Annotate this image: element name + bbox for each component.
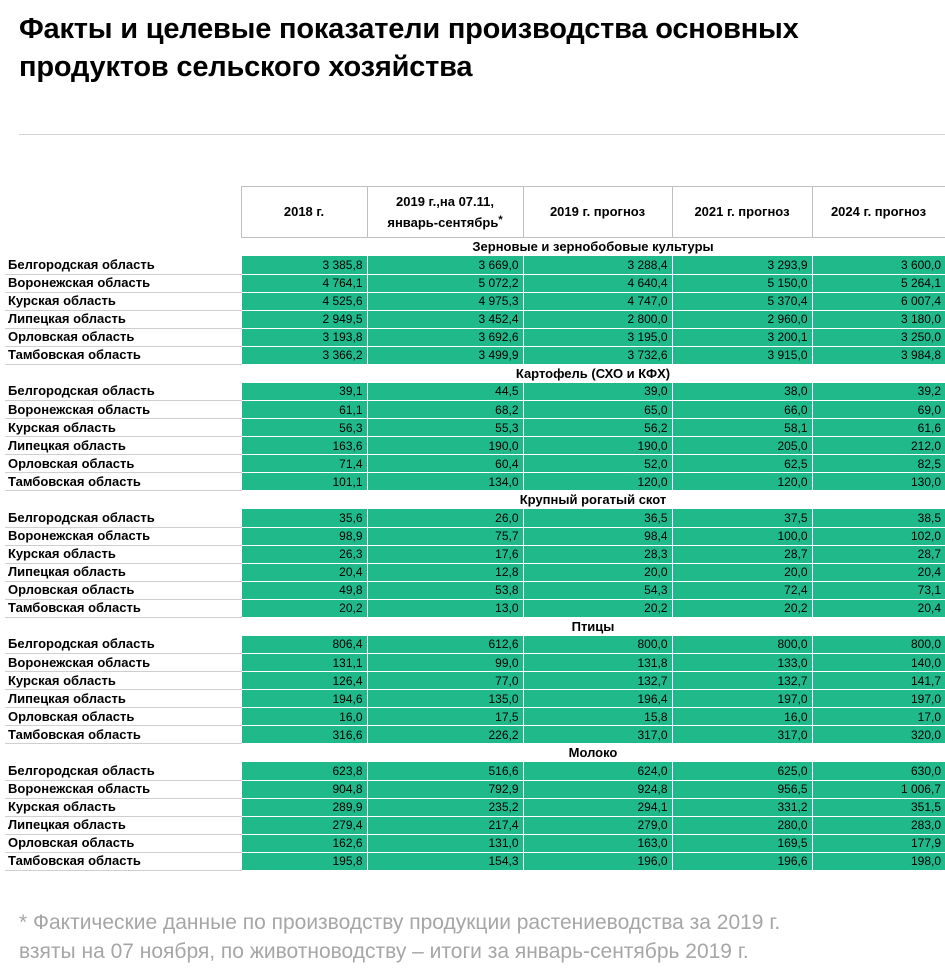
value-cell-2021-forecast: 20,0 (672, 563, 812, 581)
value-cell-2024-forecast: 28,7 (812, 545, 945, 563)
region-name: Воронежская область (5, 527, 241, 545)
section-header-blank-cell (5, 238, 241, 257)
value-cell-2019-forecast: 3 288,4 (523, 256, 672, 274)
table-row (5, 545, 945, 563)
value-cell-2019-actual: 135,0 (367, 690, 523, 708)
table-row (5, 599, 945, 617)
value-cell-2021-forecast: 5 150,0 (672, 274, 812, 292)
value-cell-2019-forecast: 20,0 (523, 563, 672, 581)
value-cell-2024-forecast: 3 250,0 (812, 328, 945, 346)
table-row (5, 292, 945, 310)
value-cell-2018: 49,8 (241, 581, 367, 599)
value-cell-2021-forecast: 100,0 (672, 527, 812, 545)
value-cell-2019-forecast: 52,0 (523, 455, 672, 473)
region-name: Тамбовская область (5, 852, 241, 870)
value-cell-2019-actual: 68,2 (367, 401, 523, 419)
table-row (5, 708, 945, 726)
table-row (5, 581, 945, 599)
region-name: Тамбовская область (5, 473, 241, 491)
value-cell-2019-forecast: 120,0 (523, 473, 672, 491)
region-name: Орловская область (5, 834, 241, 852)
value-cell-2021-forecast: 132,7 (672, 672, 812, 690)
value-cell-2019-actual: 3 669,0 (367, 256, 523, 274)
value-cell-2018: 61,1 (241, 401, 367, 419)
value-cell-2019-forecast: 196,0 (523, 852, 672, 870)
table-row (5, 274, 945, 292)
section-title: Картофель (СХО и КФХ) (515, 365, 671, 381)
region-name: Воронежская область (5, 654, 241, 672)
value-cell-2019-actual: 134,0 (367, 473, 523, 491)
value-cell-2018: 289,9 (241, 798, 367, 816)
value-cell-2024-forecast: 3 984,8 (812, 346, 945, 364)
table-row (5, 672, 945, 690)
value-cell-2018: 316,6 (241, 726, 367, 744)
value-cell-2024-forecast: 20,4 (812, 599, 945, 617)
value-cell-2024-forecast: 351,5 (812, 798, 945, 816)
section-header-row (5, 238, 945, 257)
value-cell-2021-forecast: 196,6 (672, 852, 812, 870)
value-cell-2021-forecast: 197,0 (672, 690, 812, 708)
value-cell-2024-forecast: 102,0 (812, 527, 945, 545)
region-name: Курская область (5, 292, 241, 310)
title-divider (19, 134, 945, 135)
region-name: Белгородская область (5, 509, 241, 527)
value-cell-2021-forecast: 72,4 (672, 581, 812, 599)
region-name: Воронежская область (5, 274, 241, 292)
value-cell-2018: 71,4 (241, 455, 367, 473)
value-cell-2021-forecast: 169,5 (672, 834, 812, 852)
region-name: Курская область (5, 419, 241, 437)
table-row (5, 383, 945, 401)
value-cell-2024-forecast: 212,0 (812, 437, 945, 455)
value-cell-2019-actual: 3 692,6 (367, 328, 523, 346)
value-cell-2019-actual: 5 072,2 (367, 274, 523, 292)
value-cell-2021-forecast: 625,0 (672, 762, 812, 780)
value-cell-2018: 98,9 (241, 527, 367, 545)
value-cell-2024-forecast: 69,0 (812, 401, 945, 419)
table-row (5, 654, 945, 672)
region-name: Липецкая область (5, 310, 241, 328)
column-header-2019-forecast: 2019 г. прогноз (523, 187, 672, 238)
value-cell-2019-forecast: 317,0 (523, 726, 672, 744)
value-cell-2021-forecast: 16,0 (672, 708, 812, 726)
table-row (5, 780, 945, 798)
value-cell-2019-actual: 516,6 (367, 762, 523, 780)
value-cell-2021-forecast: 280,0 (672, 816, 812, 834)
region-name: Липецкая область (5, 563, 241, 581)
value-cell-2018: 20,2 (241, 599, 367, 617)
table-row (5, 328, 945, 346)
value-cell-2018: 3 385,8 (241, 256, 367, 274)
footnote-line-1: * Фактические данные по производству продукции растениеводства за 2019 г. (19, 911, 781, 934)
value-cell-2019-forecast: 3 732,6 (523, 346, 672, 364)
value-cell-2019-actual: 55,3 (367, 419, 523, 437)
value-cell-2021-forecast: 62,5 (672, 455, 812, 473)
value-cell-2024-forecast: 630,0 (812, 762, 945, 780)
table-row (5, 527, 945, 545)
region-name: Тамбовская область (5, 726, 241, 744)
value-cell-2021-forecast: 120,0 (672, 473, 812, 491)
value-cell-2019-actual: 53,8 (367, 581, 523, 599)
value-cell-2018: 26,3 (241, 545, 367, 563)
region-name: Курская область (5, 545, 241, 563)
footnote-marker: * (498, 213, 503, 226)
value-cell-2019-forecast: 4 640,4 (523, 274, 672, 292)
value-cell-2019-actual: 226,2 (367, 726, 523, 744)
section-title: Птицы (571, 618, 615, 634)
table-row (5, 816, 945, 834)
value-cell-2019-forecast: 3 195,0 (523, 328, 672, 346)
column-header-2018: 2018 г. (241, 187, 367, 238)
value-cell-2019-actual: 13,0 (367, 599, 523, 617)
section-title: Крупный рогатый скот (519, 492, 667, 507)
table-row (5, 726, 945, 744)
section-header-row (5, 491, 945, 510)
region-name: Белгородская область (5, 636, 241, 654)
region-name: Орловская область (5, 581, 241, 599)
value-cell-2019-actual: 131,0 (367, 834, 523, 852)
value-cell-2019-actual: 3 452,4 (367, 310, 523, 328)
value-cell-2021-forecast: 66,0 (672, 401, 812, 419)
region-name: Орловская область (5, 328, 241, 346)
value-cell-2019-forecast: 294,1 (523, 798, 672, 816)
column-header-2019-actual-line-2 (372, 211, 519, 232)
value-cell-2019-forecast: 56,2 (523, 419, 672, 437)
value-cell-2019-forecast: 4 747,0 (523, 292, 672, 310)
value-cell-2018: 162,6 (241, 834, 367, 852)
value-cell-2019-forecast: 131,8 (523, 654, 672, 672)
value-cell-2018: 2 949,5 (241, 310, 367, 328)
table-row (5, 563, 945, 581)
value-cell-2019-forecast: 163,0 (523, 834, 672, 852)
value-cell-2018: 101,1 (241, 473, 367, 491)
table-row (5, 401, 945, 419)
value-cell-2021-forecast: 37,5 (672, 509, 812, 527)
value-cell-2018: 56,3 (241, 419, 367, 437)
value-cell-2021-forecast: 2 960,0 (672, 310, 812, 328)
value-cell-2021-forecast: 3 915,0 (672, 346, 812, 364)
table-row (5, 636, 945, 654)
table-body (5, 238, 945, 871)
value-cell-2021-forecast: 956,5 (672, 780, 812, 798)
value-cell-2018: 279,4 (241, 816, 367, 834)
table-row (5, 762, 945, 780)
value-cell-2019-actual: 99,0 (367, 654, 523, 672)
value-cell-2019-actual: 26,0 (367, 509, 523, 527)
value-cell-2019-forecast: 132,7 (523, 672, 672, 690)
section-header-blank-cell (5, 617, 241, 636)
value-cell-2019-forecast: 15,8 (523, 708, 672, 726)
value-cell-2019-forecast: 36,5 (523, 509, 672, 527)
value-cell-2019-actual: 612,6 (367, 636, 523, 654)
column-header-2019-actual (367, 187, 523, 238)
value-cell-2021-forecast: 58,1 (672, 419, 812, 437)
value-cell-2024-forecast: 800,0 (812, 636, 945, 654)
region-name: Белгородская область (5, 762, 241, 780)
section-title: Зерновые и зернобобовые культуры (472, 239, 714, 254)
value-cell-2024-forecast: 38,5 (812, 509, 945, 527)
region-name: Орловская область (5, 708, 241, 726)
value-cell-2021-forecast: 3 200,1 (672, 328, 812, 346)
value-cell-2021-forecast: 20,2 (672, 599, 812, 617)
column-header-2024-forecast: 2024 г. прогноз (812, 187, 945, 238)
value-cell-2018: 126,4 (241, 672, 367, 690)
value-cell-2018: 4 764,1 (241, 274, 367, 292)
value-cell-2024-forecast: 3 180,0 (812, 310, 945, 328)
value-cell-2019-forecast: 65,0 (523, 401, 672, 419)
value-cell-2021-forecast: 317,0 (672, 726, 812, 744)
value-cell-2024-forecast: 197,0 (812, 690, 945, 708)
value-cell-2018: 623,8 (241, 762, 367, 780)
value-cell-2019-forecast: 924,8 (523, 780, 672, 798)
header-blank-cell (5, 187, 241, 238)
value-cell-2019-actual: 217,4 (367, 816, 523, 834)
column-header-2019-actual-line-1: 2019 г.,на 07.11, (396, 193, 494, 209)
value-cell-2024-forecast: 140,0 (812, 654, 945, 672)
value-cell-2024-forecast: 39,2 (812, 383, 945, 401)
value-cell-2024-forecast: 141,7 (812, 672, 945, 690)
value-cell-2021-forecast: 331,2 (672, 798, 812, 816)
value-cell-2018: 806,4 (241, 636, 367, 654)
production-table (5, 186, 945, 871)
value-cell-2024-forecast: 283,0 (812, 816, 945, 834)
region-name: Тамбовская область (5, 346, 241, 364)
value-cell-2024-forecast: 73,1 (812, 581, 945, 599)
page-title-line-1: Факты и целевые показатели производства основных (19, 13, 799, 45)
value-cell-2019-forecast: 98,4 (523, 527, 672, 545)
value-cell-2018: 20,4 (241, 563, 367, 581)
value-cell-2019-forecast: 190,0 (523, 437, 672, 455)
page-title (19, 10, 919, 86)
value-cell-2019-actual: 792,9 (367, 780, 523, 798)
footnote-line-2: взяты на 07 ноября, по животноводству – итоги за январь-сентябрь 2019 г. (19, 940, 749, 963)
column-header-2021-forecast: 2021 г. прогноз (672, 187, 812, 238)
value-cell-2024-forecast: 1 006,7 (812, 780, 945, 798)
section-header-row (5, 617, 945, 636)
value-cell-2019-forecast: 20,2 (523, 599, 672, 617)
value-cell-2018: 4 525,6 (241, 292, 367, 310)
value-cell-2019-actual: 77,0 (367, 672, 523, 690)
table-row (5, 346, 945, 364)
value-cell-2019-forecast: 196,4 (523, 690, 672, 708)
value-cell-2024-forecast: 5 264,1 (812, 274, 945, 292)
value-cell-2024-forecast: 6 007,4 (812, 292, 945, 310)
value-cell-2024-forecast: 17,0 (812, 708, 945, 726)
table-row (5, 852, 945, 870)
value-cell-2019-forecast: 2 800,0 (523, 310, 672, 328)
value-cell-2018: 16,0 (241, 708, 367, 726)
section-header-row (5, 364, 945, 383)
value-cell-2019-forecast: 624,0 (523, 762, 672, 780)
value-cell-2019-actual: 75,7 (367, 527, 523, 545)
region-name: Воронежская область (5, 780, 241, 798)
value-cell-2019-actual: 60,4 (367, 455, 523, 473)
value-cell-2021-forecast: 205,0 (672, 437, 812, 455)
value-cell-2018: 194,6 (241, 690, 367, 708)
value-cell-2018: 904,8 (241, 780, 367, 798)
region-name: Белгородская область (5, 256, 241, 274)
table-row (5, 473, 945, 491)
value-cell-2019-forecast: 800,0 (523, 636, 672, 654)
value-cell-2021-forecast: 28,7 (672, 545, 812, 563)
value-cell-2021-forecast: 38,0 (672, 383, 812, 401)
value-cell-2024-forecast: 20,4 (812, 563, 945, 581)
value-cell-2024-forecast: 320,0 (812, 726, 945, 744)
value-cell-2018: 163,6 (241, 437, 367, 455)
table-row (5, 509, 945, 527)
value-cell-2019-actual: 44,5 (367, 383, 523, 401)
value-cell-2019-actual: 235,2 (367, 798, 523, 816)
value-cell-2019-forecast: 39,0 (523, 383, 672, 401)
value-cell-2018: 3 193,8 (241, 328, 367, 346)
value-cell-2019-actual: 3 499,9 (367, 346, 523, 364)
value-cell-2021-forecast: 133,0 (672, 654, 812, 672)
table-row (5, 834, 945, 852)
table-row (5, 437, 945, 455)
region-name: Тамбовская область (5, 599, 241, 617)
value-cell-2018: 195,8 (241, 852, 367, 870)
region-name: Курская область (5, 798, 241, 816)
region-name: Воронежская область (5, 401, 241, 419)
value-cell-2019-actual: 190,0 (367, 437, 523, 455)
value-cell-2021-forecast: 3 293,9 (672, 256, 812, 274)
value-cell-2018: 131,1 (241, 654, 367, 672)
table-row (5, 256, 945, 274)
value-cell-2019-actual: 154,3 (367, 852, 523, 870)
value-cell-2021-forecast: 5 370,4 (672, 292, 812, 310)
region-name: Липецкая область (5, 437, 241, 455)
region-name: Белгородская область (5, 383, 241, 401)
value-cell-2024-forecast: 177,9 (812, 834, 945, 852)
value-cell-2024-forecast: 61,6 (812, 419, 945, 437)
value-cell-2018: 35,6 (241, 509, 367, 527)
section-title: Молоко (568, 745, 618, 760)
region-name: Курская область (5, 672, 241, 690)
value-cell-2024-forecast: 82,5 (812, 455, 945, 473)
value-cell-2024-forecast: 198,0 (812, 852, 945, 870)
region-name: Липецкая область (5, 690, 241, 708)
value-cell-2024-forecast: 3 600,0 (812, 256, 945, 274)
value-cell-2018: 3 366,2 (241, 346, 367, 364)
value-cell-2018: 39,1 (241, 383, 367, 401)
section-header-row (5, 744, 945, 763)
value-cell-2024-forecast: 130,0 (812, 473, 945, 491)
value-cell-2019-actual: 17,5 (367, 708, 523, 726)
table-row (5, 690, 945, 708)
section-header-blank-cell (5, 364, 241, 383)
table-row (5, 419, 945, 437)
value-cell-2019-forecast: 28,3 (523, 545, 672, 563)
section-header-blank-cell (5, 491, 241, 510)
table-row (5, 310, 945, 328)
footnote (19, 908, 939, 966)
value-cell-2019-forecast: 54,3 (523, 581, 672, 599)
value-cell-2019-actual: 4 975,3 (367, 292, 523, 310)
value-cell-2021-forecast: 800,0 (672, 636, 812, 654)
section-header-blank-cell (5, 744, 241, 763)
value-cell-2019-actual: 17,6 (367, 545, 523, 563)
table-row (5, 798, 945, 816)
column-header-2019-actual-line-2-text: январь-сентябрь (387, 214, 499, 230)
region-name: Липецкая область (5, 816, 241, 834)
region-name: Орловская область (5, 455, 241, 473)
table-row (5, 455, 945, 473)
value-cell-2019-actual: 12,8 (367, 563, 523, 581)
header-row (5, 187, 945, 238)
page-title-line-2: продуктов сельского хозяйства (19, 51, 473, 83)
value-cell-2019-forecast: 279,0 (523, 816, 672, 834)
